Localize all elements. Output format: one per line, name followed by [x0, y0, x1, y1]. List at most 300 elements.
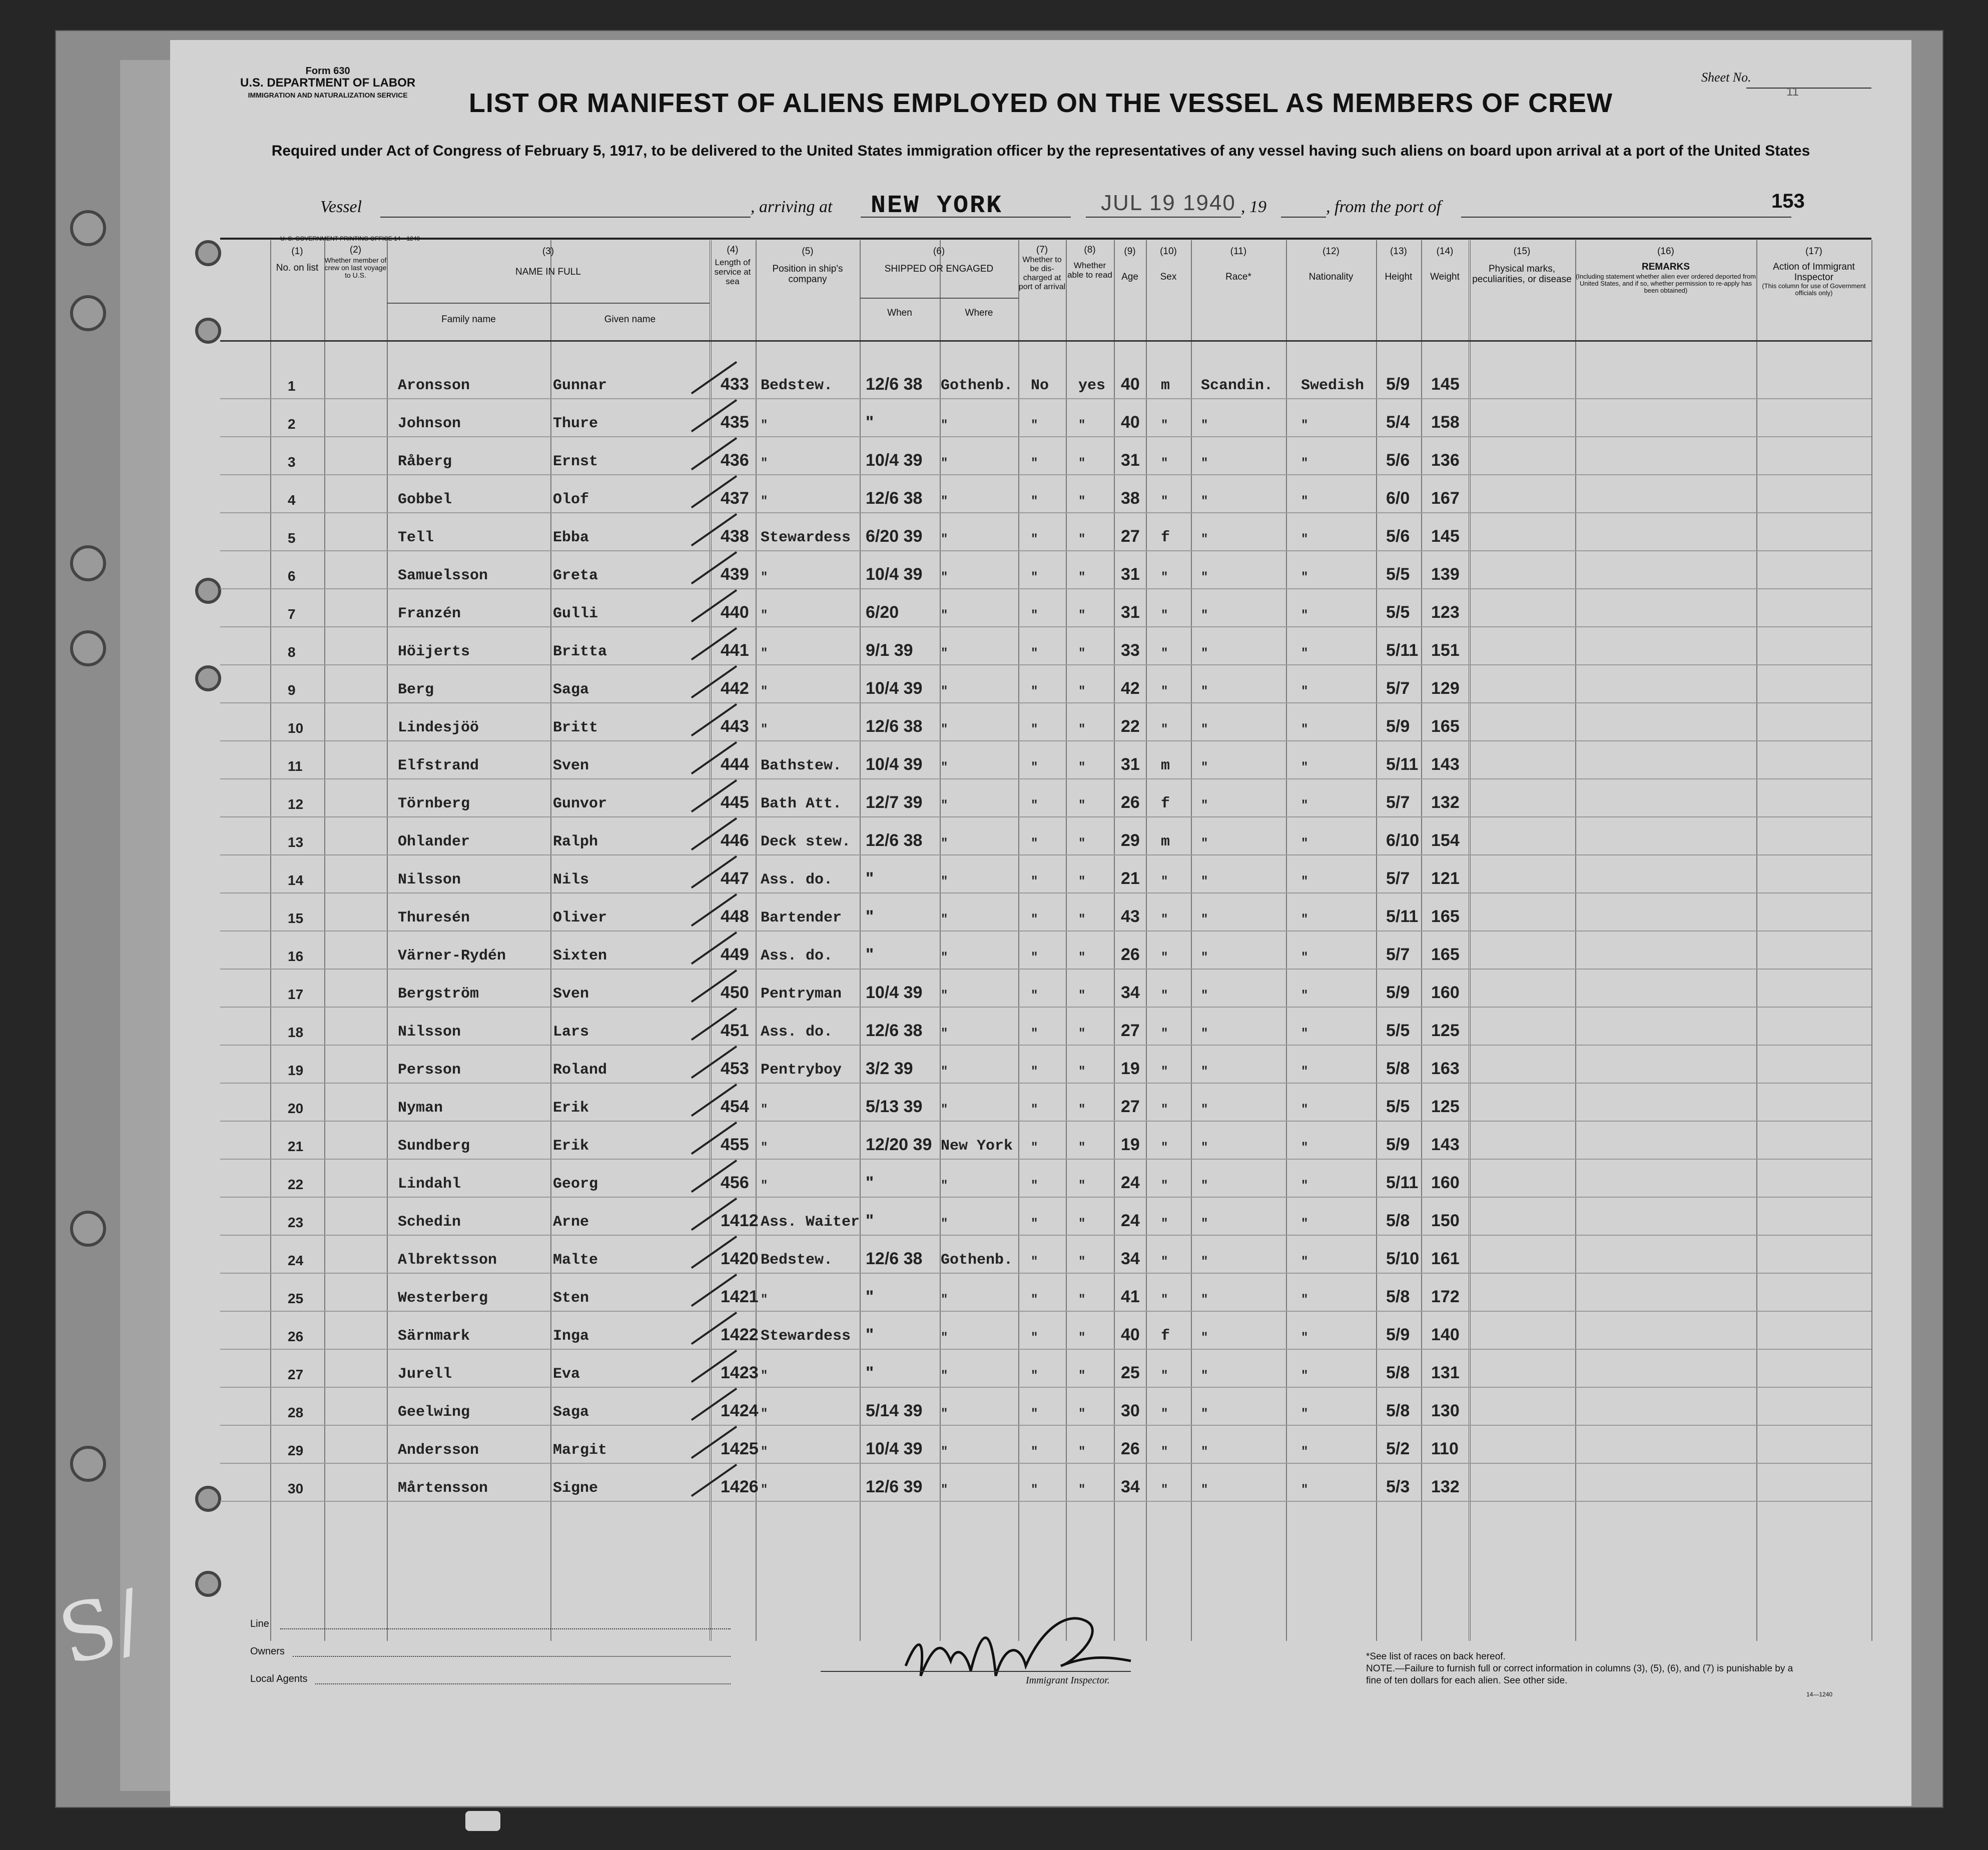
- cell-family: Nilsson: [398, 1024, 461, 1041]
- cell-sex: ": [1161, 1103, 1168, 1117]
- cell-where: ": [941, 419, 948, 432]
- cell-read: ": [1078, 1369, 1086, 1383]
- cell-sex: ": [1161, 1217, 1168, 1231]
- table-row: [220, 740, 1871, 779]
- cell-service: 437: [721, 489, 749, 508]
- cell-sex: ": [1161, 1179, 1168, 1193]
- cell-service: 453: [721, 1059, 749, 1078]
- cell-service: 443: [721, 717, 749, 736]
- cell-given: Gunvor: [553, 795, 607, 812]
- cell-service: 440: [721, 603, 749, 622]
- cell-service: 436: [721, 451, 749, 470]
- binding-hole-icon: [70, 1446, 106, 1482]
- cell-given: Saga: [553, 1404, 589, 1421]
- cell-race: ": [1201, 1483, 1208, 1497]
- cell-discharged: ": [1031, 647, 1038, 660]
- cell-discharged: ": [1031, 1445, 1038, 1459]
- cell-no: 3: [288, 454, 296, 470]
- form-number: Form 630: [305, 66, 350, 77]
- cell-where: ": [941, 1331, 948, 1345]
- cell-no: 26: [288, 1329, 304, 1344]
- cell-where: ": [941, 723, 948, 736]
- form-code: 14—1240: [1806, 1691, 1833, 1698]
- cell-nationality: ": [1301, 1065, 1308, 1079]
- cell-race: ": [1201, 571, 1208, 584]
- cell-where: ": [941, 799, 948, 812]
- cell-when: 12/6 38: [866, 489, 923, 508]
- cell-discharged: ": [1031, 951, 1038, 965]
- cell-read: ": [1078, 1141, 1086, 1155]
- cell-nationality: ": [1301, 1103, 1308, 1117]
- cell-family: Thuresén: [398, 909, 470, 927]
- cell-height: 5/11: [1386, 1173, 1419, 1192]
- cell-family: Tell: [398, 529, 434, 546]
- page-subtitle: Required under Act of Congress of February 5, 1917, to be delivered to the United States immigration officer by the representatives of any vessel having such aliens on board upon arrival at a port of the United States: [271, 143, 1810, 159]
- cell-service: 454: [721, 1097, 749, 1116]
- cell-read: ": [1078, 1445, 1086, 1459]
- cell-family: Lindahl: [398, 1176, 461, 1193]
- cell-family: Jurell: [398, 1366, 452, 1383]
- cell-nationality: ": [1301, 419, 1308, 432]
- cell-position: Ass. Waiter: [761, 1214, 860, 1231]
- cell-service: 450: [721, 983, 749, 1002]
- cell-given: Gulli: [553, 605, 598, 622]
- cell-race: ": [1201, 533, 1208, 546]
- header-col-17: (17) Action of Immigrant Inspector (This column for use of Government officials only): [1762, 246, 1866, 297]
- cell-given: Signe: [553, 1480, 598, 1497]
- cell-age: 31: [1121, 603, 1140, 622]
- cell-age: 43: [1121, 907, 1140, 926]
- table-row: [220, 474, 1871, 513]
- cell-sex: ": [1161, 723, 1168, 736]
- cell-sex: ": [1161, 647, 1168, 660]
- cell-when: 12/6 38: [866, 1249, 923, 1268]
- cell-discharged: ": [1031, 1293, 1038, 1307]
- cell-discharged: ": [1031, 799, 1038, 812]
- cell-no: 2: [288, 416, 296, 432]
- punch-hole-icon: [195, 1571, 221, 1597]
- cell-no: 21: [288, 1139, 304, 1154]
- cell-position: Pentryman: [761, 986, 842, 1003]
- cell-read: ": [1078, 1255, 1086, 1269]
- cell-where: ": [941, 647, 948, 660]
- cell-race: ": [1201, 989, 1208, 1003]
- table-row: [220, 969, 1871, 1008]
- cell-read: ": [1078, 951, 1086, 965]
- cell-height: 5/9: [1386, 1135, 1410, 1154]
- cell-given: Nils: [553, 871, 589, 888]
- cell-service: 448: [721, 907, 749, 926]
- cell-age: 40: [1121, 1325, 1140, 1344]
- cell-position: ": [761, 1179, 768, 1193]
- cell-given: Malte: [553, 1252, 598, 1269]
- cell-sex: ": [1161, 1293, 1168, 1307]
- cell-weight: 110: [1431, 1439, 1459, 1458]
- cell-weight: 140: [1431, 1325, 1460, 1344]
- cell-height: 5/5: [1386, 1097, 1410, 1116]
- cell-height: 5/8: [1386, 1401, 1410, 1420]
- cell-position: ": [761, 1141, 768, 1155]
- cell-height: 5/10: [1386, 1249, 1420, 1268]
- cell-family: Andersson: [398, 1442, 479, 1459]
- cell-position: ": [761, 457, 768, 470]
- cell-height: 5/11: [1386, 755, 1419, 774]
- cell-family: Värner-Rydén: [398, 948, 506, 965]
- cell-family: Geelwing: [398, 1404, 470, 1421]
- cell-family: Elfstrand: [398, 757, 479, 774]
- cell-family: Nyman: [398, 1100, 443, 1117]
- cell-where: ": [941, 685, 948, 698]
- cell-given: Saga: [553, 681, 589, 698]
- cell-age: 34: [1121, 1477, 1140, 1496]
- header-col-1: (1) No. on list: [276, 246, 319, 273]
- cell-height: 5/9: [1386, 717, 1410, 736]
- binding-hole-icon: [70, 630, 106, 666]
- department-name: U.S. DEPARTMENT OF LABOR: [240, 76, 416, 90]
- cell-sex: ": [1161, 875, 1168, 888]
- header-col-12: (12) Nationality: [1308, 246, 1354, 282]
- cell-family: Westerberg: [398, 1290, 488, 1307]
- cell-height: 5/9: [1386, 375, 1410, 394]
- cell-weight: 139: [1431, 565, 1460, 584]
- table-top-rule: [220, 238, 1871, 240]
- cell-no: 30: [288, 1481, 304, 1496]
- table-row: [220, 1273, 1871, 1312]
- cell-weight: 165: [1431, 945, 1460, 964]
- cell-no: 20: [288, 1101, 304, 1116]
- cell-height: 5/11: [1386, 641, 1419, 660]
- header-given-name: Given name: [604, 314, 656, 325]
- cell-age: 22: [1121, 717, 1140, 736]
- cell-read: ": [1078, 1407, 1086, 1421]
- table-row: [220, 1463, 1871, 1502]
- page-title: LIST OR MANIFEST OF ALIENS EMPLOYED ON THE VESSEL AS MEMBERS OF CREW: [468, 88, 1613, 118]
- cell-nationality: ": [1301, 913, 1308, 927]
- cell-family: Gobbel: [398, 491, 452, 508]
- cell-nationality: ": [1301, 1369, 1308, 1383]
- cell-sex: ": [1161, 419, 1168, 432]
- cell-discharged: ": [1031, 609, 1038, 622]
- cell-no: 10: [288, 720, 304, 736]
- cell-where: ": [941, 1217, 948, 1231]
- cell-where: ": [941, 837, 948, 850]
- cell-given: Sven: [553, 757, 589, 774]
- cell-where: ": [941, 571, 948, 584]
- cell-read: ": [1078, 723, 1086, 736]
- races-note: *See list of races on back hereof.: [1366, 1651, 1506, 1662]
- cell-when: 12/6 38: [866, 831, 923, 850]
- cell-age: 24: [1121, 1173, 1140, 1192]
- cell-nationality: ": [1301, 1293, 1308, 1307]
- cell-no: 5: [288, 530, 296, 546]
- cell-sex: f: [1161, 795, 1170, 812]
- cell-nationality: ": [1301, 1027, 1308, 1041]
- owners-label: Owners: [250, 1646, 285, 1657]
- cell-discharged: ": [1031, 875, 1038, 888]
- table-row: [220, 702, 1871, 741]
- cell-nationality: ": [1301, 571, 1308, 584]
- cell-age: 19: [1121, 1059, 1140, 1078]
- cell-service: 456: [721, 1173, 749, 1192]
- cell-sex: ": [1161, 1141, 1168, 1155]
- cell-age: 27: [1121, 1097, 1140, 1116]
- cell-weight: 145: [1431, 527, 1460, 546]
- cell-when: 12/20 39: [866, 1135, 932, 1154]
- cell-no: 11: [288, 758, 303, 774]
- cell-height: 5/9: [1386, 983, 1410, 1002]
- punch-hole-icon: [195, 240, 221, 266]
- cell-read: ": [1078, 419, 1086, 432]
- punch-hole-icon: [195, 318, 221, 344]
- table-row: [220, 816, 1871, 855]
- cell-race: ": [1201, 1255, 1208, 1269]
- cell-race: ": [1201, 609, 1208, 622]
- cell-service: 1423: [721, 1363, 759, 1382]
- cell-weight: 160: [1431, 1173, 1460, 1192]
- cell-discharged: ": [1031, 1331, 1038, 1345]
- cell-given: Roland: [553, 1062, 607, 1079]
- cell-family: Berg: [398, 681, 434, 698]
- cell-where: Gothenb.: [941, 1252, 1013, 1269]
- cell-where: ": [941, 1103, 948, 1117]
- table-row: [220, 1425, 1871, 1464]
- cell-when: ": [866, 945, 874, 964]
- cell-no: 23: [288, 1215, 304, 1230]
- cell-weight: 125: [1431, 1097, 1460, 1116]
- cell-sex: ": [1161, 913, 1168, 927]
- cell-position: Ass. do.: [761, 1024, 833, 1041]
- cell-height: 5/7: [1386, 679, 1410, 698]
- table-row: [220, 778, 1871, 817]
- cell-discharged: ": [1031, 533, 1038, 546]
- header-col-13: (13) Height: [1385, 246, 1413, 282]
- cell-sex: ": [1161, 1407, 1168, 1421]
- cell-height: 6/0: [1386, 489, 1410, 508]
- cell-family: Franzén: [398, 605, 461, 622]
- cell-no: 19: [288, 1063, 304, 1078]
- header-col-11: (11) Race*: [1225, 246, 1251, 282]
- cell-read: yes: [1078, 377, 1106, 394]
- cell-given: Eva: [553, 1366, 580, 1383]
- table-row: [220, 360, 1871, 399]
- cell-when: 10/4 39: [866, 679, 923, 698]
- cell-sex: f: [1161, 1328, 1170, 1345]
- cell-when: 12/6 39: [866, 1477, 923, 1496]
- header-col-14: (14) Weight: [1430, 246, 1460, 282]
- cell-position: Deck stew.: [761, 833, 851, 850]
- table-row: [220, 512, 1871, 551]
- cell-sex: ": [1161, 1065, 1168, 1079]
- cell-nationality: ": [1301, 1217, 1308, 1231]
- cell-when: 12/7 39: [866, 793, 923, 812]
- table-row: [220, 550, 1871, 589]
- cell-discharged: ": [1031, 1179, 1038, 1193]
- page-number: 153: [1771, 190, 1805, 212]
- cell-height: 5/6: [1386, 451, 1410, 470]
- cell-weight: 145: [1431, 375, 1460, 394]
- manifest-page: [170, 40, 1911, 1806]
- cell-race: ": [1201, 723, 1208, 736]
- cell-service: 1420: [721, 1249, 759, 1268]
- cell-race: ": [1201, 1369, 1208, 1383]
- table-row: [220, 1387, 1871, 1426]
- cell-height: 5/3: [1386, 1477, 1410, 1496]
- cell-age: 26: [1121, 793, 1140, 812]
- cell-height: 5/7: [1386, 869, 1410, 888]
- cell-nationality: ": [1301, 1445, 1308, 1459]
- cell-weight: 172: [1431, 1287, 1460, 1306]
- cell-service: 446: [721, 831, 749, 850]
- cell-weight: 132: [1431, 793, 1460, 812]
- table-row: [220, 1311, 1871, 1350]
- cell-no: 1: [288, 378, 296, 394]
- header-col-3: (3) NAME IN FULL: [515, 246, 581, 277]
- cell-nationality: ": [1301, 533, 1308, 546]
- cell-service: 439: [721, 565, 749, 584]
- cell-sex: ": [1161, 1483, 1168, 1497]
- cell-no: 14: [288, 872, 304, 888]
- cell-discharged: ": [1031, 457, 1038, 470]
- cell-height: 5/9: [1386, 1325, 1410, 1344]
- cell-discharged: ": [1031, 419, 1038, 432]
- cell-sex: ": [1161, 1445, 1168, 1459]
- line-label: Line: [250, 1618, 269, 1629]
- cell-discharged: No: [1031, 377, 1049, 394]
- cell-discharged: ": [1031, 1369, 1038, 1383]
- header-family-name: Family name: [441, 314, 496, 325]
- cell-when: ": [866, 413, 874, 432]
- penalty-note: NOTE.—Failure to furnish full or correct information in columns (3), (5), (6), and (7) is punishable by a fine of ten dollars for each alien. See other side.: [1366, 1663, 1793, 1686]
- cell-where: ": [941, 1483, 948, 1497]
- cell-family: Särnmark: [398, 1328, 470, 1345]
- cell-race: ": [1201, 1141, 1208, 1155]
- cell-sex: ": [1161, 1369, 1168, 1383]
- cell-age: 27: [1121, 527, 1140, 546]
- cell-discharged: ": [1031, 495, 1038, 508]
- cell-nationality: ": [1301, 1483, 1308, 1497]
- cell-race: ": [1201, 1217, 1208, 1231]
- cell-sex: ": [1161, 685, 1168, 698]
- cell-no: 22: [288, 1177, 304, 1192]
- cell-nationality: ": [1301, 1255, 1308, 1269]
- cell-race: ": [1201, 951, 1208, 965]
- year-blank: [1281, 202, 1326, 218]
- cell-when: ": [866, 1211, 874, 1230]
- cell-given: Sixten: [553, 948, 607, 965]
- cell-when: ": [866, 1325, 874, 1344]
- cell-where: ": [941, 495, 948, 508]
- cell-family: Höijerts: [398, 643, 470, 660]
- cell-race: ": [1201, 1407, 1208, 1421]
- cell-discharged: ": [1031, 1483, 1038, 1497]
- cell-service: 1412: [721, 1211, 759, 1230]
- cell-where: ": [941, 1445, 948, 1459]
- cell-no: 24: [288, 1253, 304, 1268]
- cell-service: 447: [721, 869, 749, 888]
- cell-position: Bartender: [761, 909, 842, 927]
- cell-where: ": [941, 1065, 948, 1079]
- cell-weight: 151: [1431, 641, 1460, 660]
- owners-blank: [293, 1656, 731, 1657]
- table-row: [220, 1349, 1871, 1388]
- cell-when: 5/13 39: [866, 1097, 923, 1116]
- cell-service: 455: [721, 1135, 749, 1154]
- header-col-6: (6) SHIPPED OR ENGAGED: [884, 246, 994, 274]
- cell-when: 12/6 38: [866, 717, 923, 736]
- cell-service: 444: [721, 755, 749, 774]
- cell-age: 40: [1121, 413, 1140, 432]
- cell-height: 6/10: [1386, 831, 1420, 850]
- local-agents-blank: [315, 1683, 731, 1684]
- cell-nationality: ": [1301, 951, 1308, 965]
- cell-nationality: ": [1301, 495, 1308, 508]
- cell-service: 445: [721, 793, 749, 812]
- cell-weight: 125: [1431, 1021, 1460, 1040]
- cell-service: 451: [721, 1021, 749, 1040]
- cell-discharged: ": [1031, 989, 1038, 1003]
- cell-race: ": [1201, 419, 1208, 432]
- cell-when: 10/4 39: [866, 983, 923, 1002]
- cell-position: Stewardess: [761, 529, 851, 546]
- cell-where: ": [941, 609, 948, 622]
- cell-position: Pentryboy: [761, 1062, 842, 1079]
- sheet-number-value: 11: [1786, 85, 1799, 99]
- cell-position: ": [761, 1369, 768, 1383]
- cell-sex: ": [1161, 495, 1168, 508]
- cell-sex: ": [1161, 1027, 1168, 1041]
- cell-where: ": [941, 1179, 948, 1193]
- cell-weight: 143: [1431, 755, 1460, 774]
- cell-when: ": [866, 907, 874, 926]
- cell-read: ": [1078, 1331, 1086, 1345]
- vessel-info-line: [320, 191, 1896, 223]
- cell-position: Stewardess: [761, 1328, 851, 1345]
- binding-hole-icon: [70, 210, 106, 246]
- cell-sex: ": [1161, 989, 1168, 1003]
- cell-service: 1421: [721, 1287, 759, 1306]
- header-bottom-rule: [220, 340, 1871, 342]
- cell-weight: 136: [1431, 451, 1460, 470]
- cell-family: Nilsson: [398, 871, 461, 888]
- cell-no: 8: [288, 644, 296, 660]
- cell-position: ": [761, 1293, 768, 1307]
- cell-height: 5/5: [1386, 1021, 1410, 1040]
- cell-service: 1424: [721, 1401, 759, 1420]
- table-row: [220, 1045, 1871, 1084]
- cell-age: 31: [1121, 451, 1140, 470]
- cell-read: ": [1078, 571, 1086, 584]
- cell-read: ": [1078, 875, 1086, 888]
- cell-race: ": [1201, 495, 1208, 508]
- cell-age: 19: [1121, 1135, 1140, 1154]
- cell-age: 34: [1121, 983, 1140, 1002]
- cell-when: 12/6 38: [866, 1021, 923, 1040]
- cell-weight: 163: [1431, 1059, 1460, 1078]
- cell-given: Ernst: [553, 453, 598, 470]
- header-col-15: (15) Physical marks, peculiarities, or disease: [1472, 246, 1572, 285]
- binding-hole-icon: [70, 295, 106, 331]
- cell-weight: 161: [1431, 1249, 1460, 1268]
- cell-discharged: ": [1031, 1141, 1038, 1155]
- cell-weight: 160: [1431, 983, 1460, 1002]
- header-col-8: (8) Whether able to read: [1067, 245, 1112, 280]
- cell-sex: m: [1161, 377, 1170, 394]
- cell-family: Törnberg: [398, 795, 470, 812]
- cell-position: ": [761, 571, 768, 584]
- cell-weight: 129: [1431, 679, 1460, 698]
- cell-position: ": [761, 723, 768, 736]
- cell-family: Sundberg: [398, 1138, 470, 1155]
